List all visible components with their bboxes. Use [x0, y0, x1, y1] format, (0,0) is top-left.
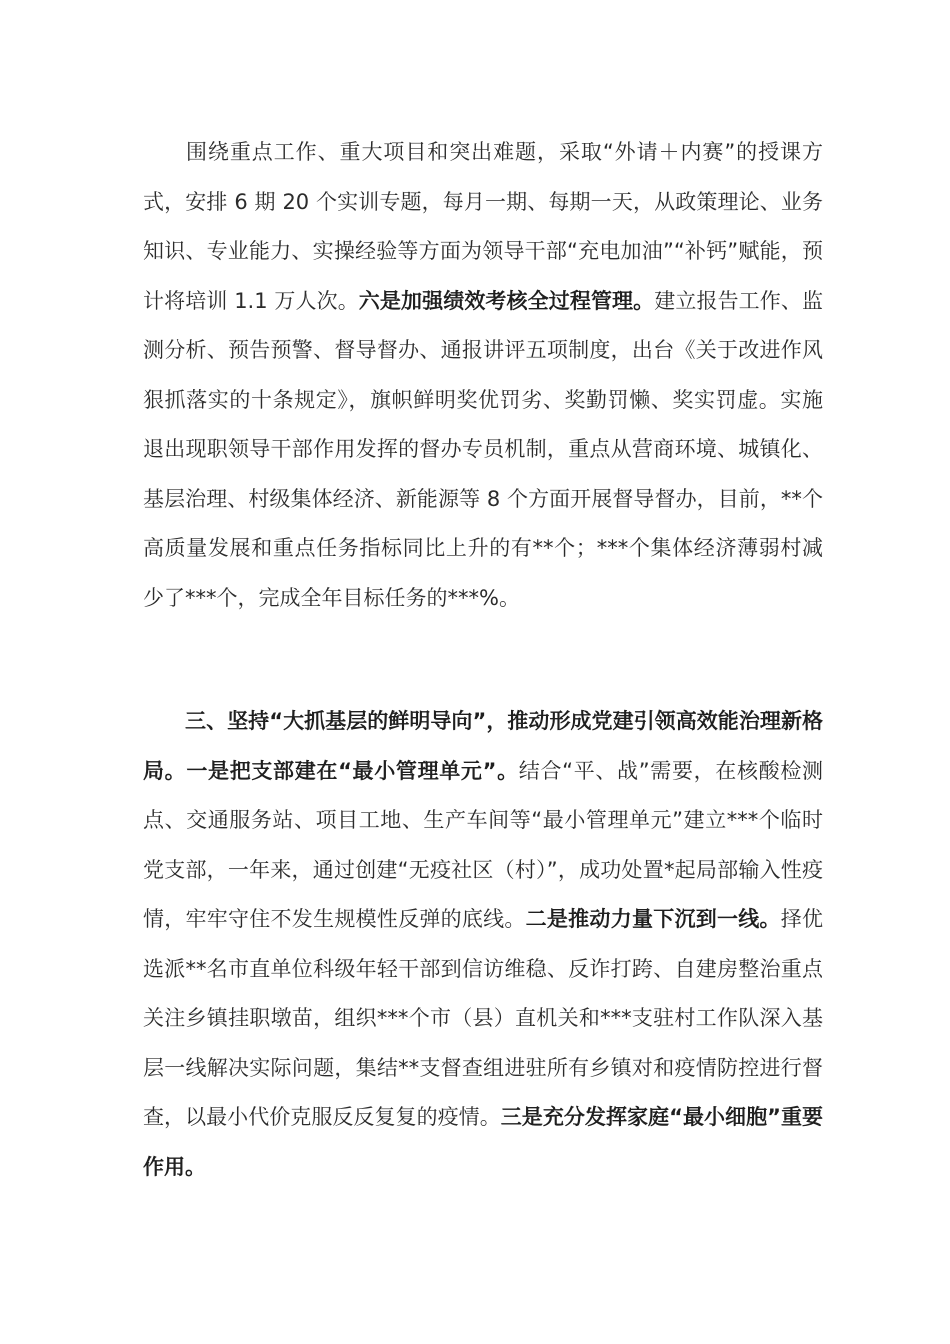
paragraph-training-and-assessment	[143, 128, 823, 623]
section-three-heading: 三、坚持“大抓基层的鲜明导向”，推动形成党建引领高效能治理新格局。一是把支部建在“最小管理单元”。	[143, 709, 823, 783]
heading-six-performance-assessment: 六是加强绩效考核全过程管理。	[358, 288, 655, 313]
heading-two-frontline: 二是推动力量下沉到一线。	[525, 907, 781, 931]
training-text: 围绕重点工作、重大项目和突出难题，采取“外请＋内赛”的授课方式，安排 6 期 20 个实训专题，每月一期、每期一天，从政策理论、业务知识、专业能力、实操经验等方面为领导干部“充电加油”“补钙”赋能，预计将培训 1.1 万人次。	[143, 140, 823, 313]
heading-three-family-cell: 三是充分发挥家庭“最小细胞”重要作用。	[143, 1105, 824, 1179]
frontline-text: 择优选派**名市直单位科级年轻干部到信访维稳、反诈打跨、自建房整治重点关注乡镇挂职墩苗，组织***个市（县）直机关和***支驻村工作队深入基层一线解决实际问题，集结**支督查组进驻所有乡镇对和疫情防控进行督查，以最小代价克服反反复复的疫情。	[143, 907, 824, 1129]
paragraph-grassroots-governance	[143, 697, 823, 1192]
branch-unit-text: 结合“平、战”需要，在核酸检测点、交通服务站、项目工地、生产车间等“最小管理单元”建立***个临时党支部，一年来，通过创建“无疫社区（村）”，成功处置*起局部输入性疫情，牢牢守住不发生规模性反弹的底线。	[143, 758, 823, 931]
assessment-text: 建立报告工作、监测分析、预告预警、督导督办、通报讲评五项制度，出台《关于改进作风狠抓落实的十条规定》，旗帜鲜明奖优罚劣、奖勤罚懒、奖实罚虚。实施退出现职领导干部作用发挥的督办专员机制，重点从营商环境、城镇化、基层治理、村级集体经济、新能源等 8 个方面开展督导督办，目前，**个高质量发展和重点任务指标同比上升的有**个；***个集体经济薄弱村减少了***个，完成全年目标任务的***%。	[143, 288, 823, 610]
